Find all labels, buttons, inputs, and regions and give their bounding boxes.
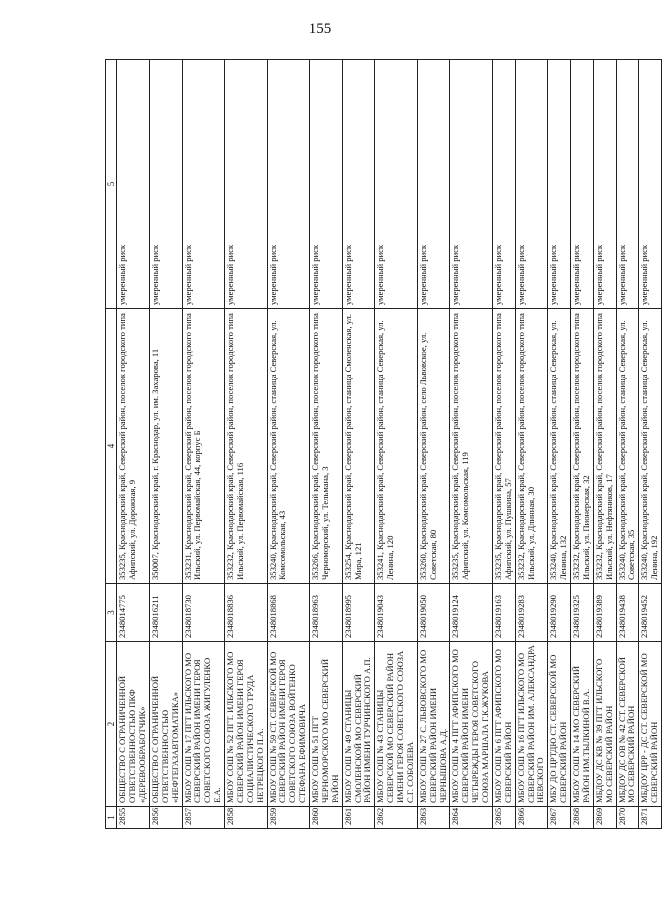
inn-cell: 2348019124 [450,584,493,642]
table-row [310,60,343,829]
table-row [548,60,571,829]
organization-name-cell: МБОУ СОШ № 16 ПГТ ИЛЬСКОГО МО СЕВЕРСКИЙ РАЙОН ИМ. АЛЕКСАНДРА НЕВСКОГО [515,642,548,807]
row-number-cell: 2869 [593,807,616,829]
risk-category-cell: умеренный риск [593,60,616,309]
organization-name-cell: МБУ ДО ЦРТДЮ СТ. СЕВЕРСКОЙ МО СЕВЕРСКИЙ РАЙОН [548,642,571,807]
table-row [149,60,182,829]
row-number-cell: 2863 [417,807,450,829]
row-number-cell: 2858 [225,807,268,829]
address-cell: 353240, Краснодарский край, Северский район, станица Северская, ул. Комсомольская, 43 [267,309,310,584]
organization-name-cell: МБОУ СОШ № 52 ПГТ. ИЛЬСКОГО МО СЕВЕРСКИЙ РАЙОН ИМЕНИ ГЕРОЯ СОЦИАЛИСТИЧЕСКОГО ТРУДА НЕТРЕЦКОГО П.А. [225,642,268,807]
inn-cell: 2348018963 [310,584,343,642]
address-cell: 353231, Краснодарский край, Северский район, поселок городского типа Ильский, ул. Первомайская, 44, корпус Б [182,309,225,584]
inn-cell: 2348019325 [571,584,594,642]
organization-name-cell: МБДОУ ДС ОВ № 42 СТ. СЕВЕРСКОЙ МО СЕВЕРСКИЙ РАЙОН [616,642,639,807]
table-row [225,60,268,829]
risk-category-cell: умеренный риск [267,60,310,309]
risk-category-cell: умеренный риск [117,60,150,309]
risk-category-cell: умеренный риск [639,60,662,309]
risk-category-cell: умеренный риск [450,60,493,309]
inn-cell: 2348018868 [267,584,310,642]
address-cell: 353232, Краснодарский край, Северский район, поселок городского типа Ильский, ул. Нефтяников, 17 [593,309,616,584]
address-cell: 353232, Краснодарский край, Северский район, поселок городского типа Ильский, ул. Пионерская, 32 [571,309,594,584]
inn-cell: 2348018730 [182,584,225,642]
organization-name-cell: МБДОУ ЦРР - ДС СТ. СЕВЕРСКОЙ МО СЕВЕРСКИЙ РАЙОН [639,642,662,807]
table-row [117,60,150,829]
risk-category-cell: умеренный риск [548,60,571,309]
inn-cell: 2348014775 [117,584,150,642]
address-cell: 353241, Краснодарский край, Северский район, станица Северская, ул. Ленина, 120 [375,309,418,584]
header-col-3: 3 [106,584,117,642]
organization-name-cell: МБДОУ ДС КВ № 39 ПГТ ИЛЬСКОГО МО СЕВЕРСКИЙ РАЙОН [593,642,616,807]
risk-category-cell: умеренный риск [571,60,594,309]
row-number-cell: 2865 [492,807,515,829]
address-cell: 350007, Краснодарский край, г. Краснодар, ул. им. Захарова, 11 [149,309,182,584]
registry-table [105,59,662,829]
address-cell: 353235, Краснодарский край, Северский район, поселок городского типа Афипский, ул. Дорожная, 9 [117,309,150,584]
organization-name-cell: МБОУ СОШ № 6 ПГТ АФИПСКОГО МО СЕВЕРСКИЙ РАЙОН [492,642,515,807]
table-row [450,60,493,829]
inn-cell: 2348019290 [548,584,571,642]
row-number-cell: 2867 [548,807,571,829]
inn-cell: 2348019163 [492,584,515,642]
row-number-cell: 2857 [182,807,225,829]
header-col-4: 4 [106,309,117,584]
row-number-cell: 2866 [515,807,548,829]
address-cell: 353266, Краснодарский край, Северский район, поселок городского типа Черноморский, ул. Тельмана, 3 [310,309,343,584]
organization-name-cell: МБОУ СОШ № 43 СТАНИЦЫ СЕВЕРСКОЙ МО СЕВЕРСКИЙ РАЙОН ИМЕНИ ГЕРОЯ СОВЕТСКОГО СОЮЗА С.Г. СОБОЛЕВА [375,642,418,807]
address-cell: 353235, Краснодарский край, Северский район, поселок городского типа Афипский, ул. Пушкина, 57 [492,309,515,584]
header-row [106,60,117,829]
table-row [515,60,548,829]
header-col-2: 2 [106,642,117,807]
address-cell: 353260, Краснодарский край, Северский район, село Львовское, ул. Советская, 80 [417,309,450,584]
address-cell: 353240, Краснодарский край, Северский район, станица Северская, ул. Ленина, 192 [639,309,662,584]
table-row [342,60,375,829]
risk-category-cell: умеренный риск [417,60,450,309]
risk-category-cell: умеренный риск [310,60,343,309]
row-number-cell: 2859 [267,807,310,829]
table-body [117,60,662,829]
inn-cell: 2348019389 [593,584,616,642]
inn-cell: 2348019438 [616,584,639,642]
table-row [571,60,594,829]
organization-name-cell: ОБЩЕСТВО С ОГРАНИЧЕННОЙ ОТВЕТСТВЕННОСТЬЮ ПКФ «ДЕРЕВООБРАБОТЧИК» [117,642,150,807]
row-number-cell: 2861 [342,807,375,829]
table-row [375,60,418,829]
row-number-cell: 2870 [616,807,639,829]
address-cell: 353254, Краснодарский край, Северский район, станица Смоленская, ул. Мира, 121 [342,309,375,584]
inn-cell: 2348016211 [149,584,182,642]
header-col-5: 5 [106,60,117,309]
risk-category-cell: умеренный риск [375,60,418,309]
inn-cell: 2348018995 [342,584,375,642]
table-row [267,60,310,829]
table-row [492,60,515,829]
risk-category-cell: умеренный риск [515,60,548,309]
organization-name-cell: МБОУ СОШ № 51 ПГТ ЧЕРНОМОРСКОГО МО СЕВЕРСКИЙ РАЙОН [310,642,343,807]
table-row [182,60,225,829]
table-row [417,60,450,829]
row-number-cell: 2860 [310,807,343,829]
header-col-1: 1 [106,807,117,829]
organization-name-cell: МБОУ СОШ № 27 С. ЛЬВОВСКОГО МО СЕВЕРСКИЙ РАЙОН ИМЕНИ ЧЕРНЫШОВА А.Д. [417,642,450,807]
row-number-cell: 2871 [639,807,662,829]
address-cell: 353232, Краснодарский край, Северский район, поселок городского типа Ильский, ул. Первомайская, 116 [225,309,268,584]
table-row [616,60,639,829]
row-number-cell: 2856 [149,807,182,829]
inn-cell: 2348018836 [225,584,268,642]
risk-category-cell: умеренный риск [342,60,375,309]
organization-name-cell: МБОУ СОШ № 14 МО СЕВЕРСКИЙ РАЙОН ИМ.ТЫЛКИНОЙ В.А. [571,642,594,807]
row-number-cell: 2862 [375,807,418,829]
organization-name-cell: МБОУ СОШ № 49 СТАНИЦЫ СМОЛЕНСКОЙ МО СЕВЕРСКИЙ РАЙОН ИМЕНИ ТУРЧИНСКОГО А.П. [342,642,375,807]
risk-category-cell: умеренный риск [149,60,182,309]
inn-cell: 2348019043 [375,584,418,642]
risk-category-cell: умеренный риск [492,60,515,309]
organization-name-cell: МБОУ СОШ № 4 ПГТ АФИПСКОГО МО СЕВЕРСКИЙ РАЙОН ИМЕНИ ЧЕТЫРЕЖДЫ ГЕРОЯ СОВЕТСКОГО СОЮЗА МАРШАЛА Г.К.ЖУКОВА [450,642,493,807]
rotated-table-wrapper [105,59,660,829]
risk-category-cell: умеренный риск [616,60,639,309]
risk-category-cell: умеренный риск [182,60,225,309]
row-number-cell: 2855 [117,807,150,829]
address-cell: 353232, Краснодарский край, Северский район, поселок городского типа Ильский, ул. Длинная, 30 [515,309,548,584]
address-cell: 353240, Краснодарский край, Северский район, станица Северская, ул. Советская, 35 [616,309,639,584]
address-cell: 353240, Краснодарский край, Северский район, станица Северская, ул. Ленина, 132 [548,309,571,584]
table-row [639,60,662,829]
organization-name-cell: ОБЩЕСТВО С ОГРАНИЧЕННОЙ ОТВЕТСТВЕННОСТЬЮ «НЕФТЕГАЗАВТОМАТИКА» [149,642,182,807]
risk-category-cell: умеренный риск [225,60,268,309]
page-number: 155 [308,21,332,37]
row-number-cell: 2868 [571,807,594,829]
address-cell: 353235, Краснодарский край, Северский район, поселок городского типа Афипский, ул. Комсомольская, 119 [450,309,493,584]
row-number-cell: 2864 [450,807,493,829]
organization-name-cell: МБОУ СОШ № 17 ПГТ ИЛЬСКОГО МО СЕВЕРСКИЙ РАЙОН ИМЕНИ ГЕРОЯ СОВЕТСКОГО СОЮЗА ЖИГУЛЕНКО Е.А. [182,642,225,807]
inn-cell: 2348019283 [515,584,548,642]
organization-name-cell: МБОУ СОШ № 59 СТ. СЕВЕРСКОЙ МО СЕВЕРСКИЙ РАЙОН ИМЕНИ ГЕРОЯ СОВЕТСКОГО СОЮЗА ВОЙТЕНКО СТЕФАНА ЕФИМОВИЧА [267,642,310,807]
inn-cell: 2348019050 [417,584,450,642]
table-row [593,60,616,829]
inn-cell: 2348019452 [639,584,662,642]
